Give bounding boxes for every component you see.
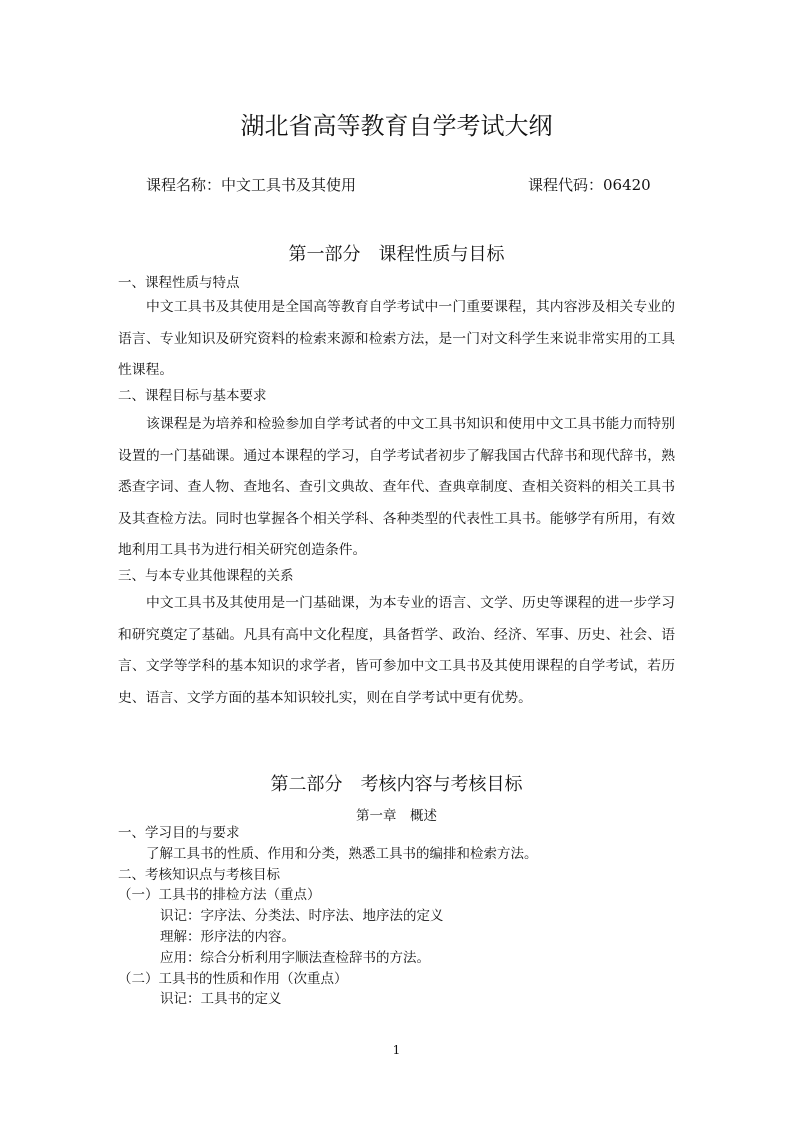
paragraph: 中文工具书及其使用是全国高等教育自学考试中一门重要课程，其内容涉及相关专业的语言、专业知识及研究资料的检索来源和检索方法，是一门对文科学生来说非常实用的工具性课程。 bbox=[118, 299, 675, 378]
list-line: （一）工具书的排检方法（重点） bbox=[118, 887, 321, 904]
document-title: 湖北省高等教育自学考试大纲 bbox=[240, 112, 553, 140]
list-line: （二）工具书的性质和作用（次重点） bbox=[118, 970, 348, 987]
page-number: 1 bbox=[392, 1043, 401, 1057]
paragraph: 该课程是为培养和检验参加自学考试者的中文工具书知识和使用中文工具书能力而特别设置的一门基础课。通过本课程的学习，自学考试者初步了解我国古代辞书和现代辞书，熟悉查字词、查人物、查地名、查引文典故、查年代、查典章制度、查相关资料的相关工具书及其查检方法。同时也掌握各个相关学科、各种类型的代表性工具书。能够学有所用，有效地利用工具书为进行相关研究创造条件。 bbox=[118, 416, 675, 558]
paragraph: 中文工具书及其使用是一门基础课，为本专业的语言、文学、历史等课程的进一步学习和研究奠定了基础。凡具有高中文化程度，具备哲学、政治、经济、军事、历史、社会、语言、文学等学科的基本知识的求学者，皆可参加中文工具书及其使用课程的自学考试，若历史、语言、文学方面的基本知识较扎实，则在自学考试中更有优势。 bbox=[118, 595, 675, 706]
part1-heading: 第一部分 课程性质与目标 bbox=[288, 244, 505, 265]
section-heading: 一、课程性质与特点 bbox=[118, 275, 240, 291]
section-heading: 二、课程目标与基本要求 bbox=[118, 388, 267, 404]
list-line: 理解：形序法的内容。 bbox=[160, 928, 295, 945]
list-line: 识记：工具书的定义 bbox=[160, 991, 282, 1008]
chapter-heading: 第一章 概述 bbox=[356, 808, 437, 824]
list-line: 了解工具书的性质、作用和分类，熟悉工具书的编排和检索方法。 bbox=[146, 845, 538, 862]
section-heading: 三、与本专业其他课程的关系 bbox=[118, 568, 294, 584]
list-line: 二、考核知识点与考核目标 bbox=[118, 866, 280, 883]
list-line: 识记：字序法、分类法、时序法、地序法的定义 bbox=[160, 908, 444, 925]
course-name: 课程名称：中文工具书及其使用 bbox=[146, 176, 357, 194]
course-code: 课程代码：06420 bbox=[528, 176, 651, 194]
list-line: 一、学习目的与要求 bbox=[118, 825, 240, 841]
list-line: 应用：综合分析利用字顺法查检辞书的方法。 bbox=[160, 949, 430, 966]
part2-heading: 第二部分 考核内容与考核目标 bbox=[270, 774, 523, 795]
